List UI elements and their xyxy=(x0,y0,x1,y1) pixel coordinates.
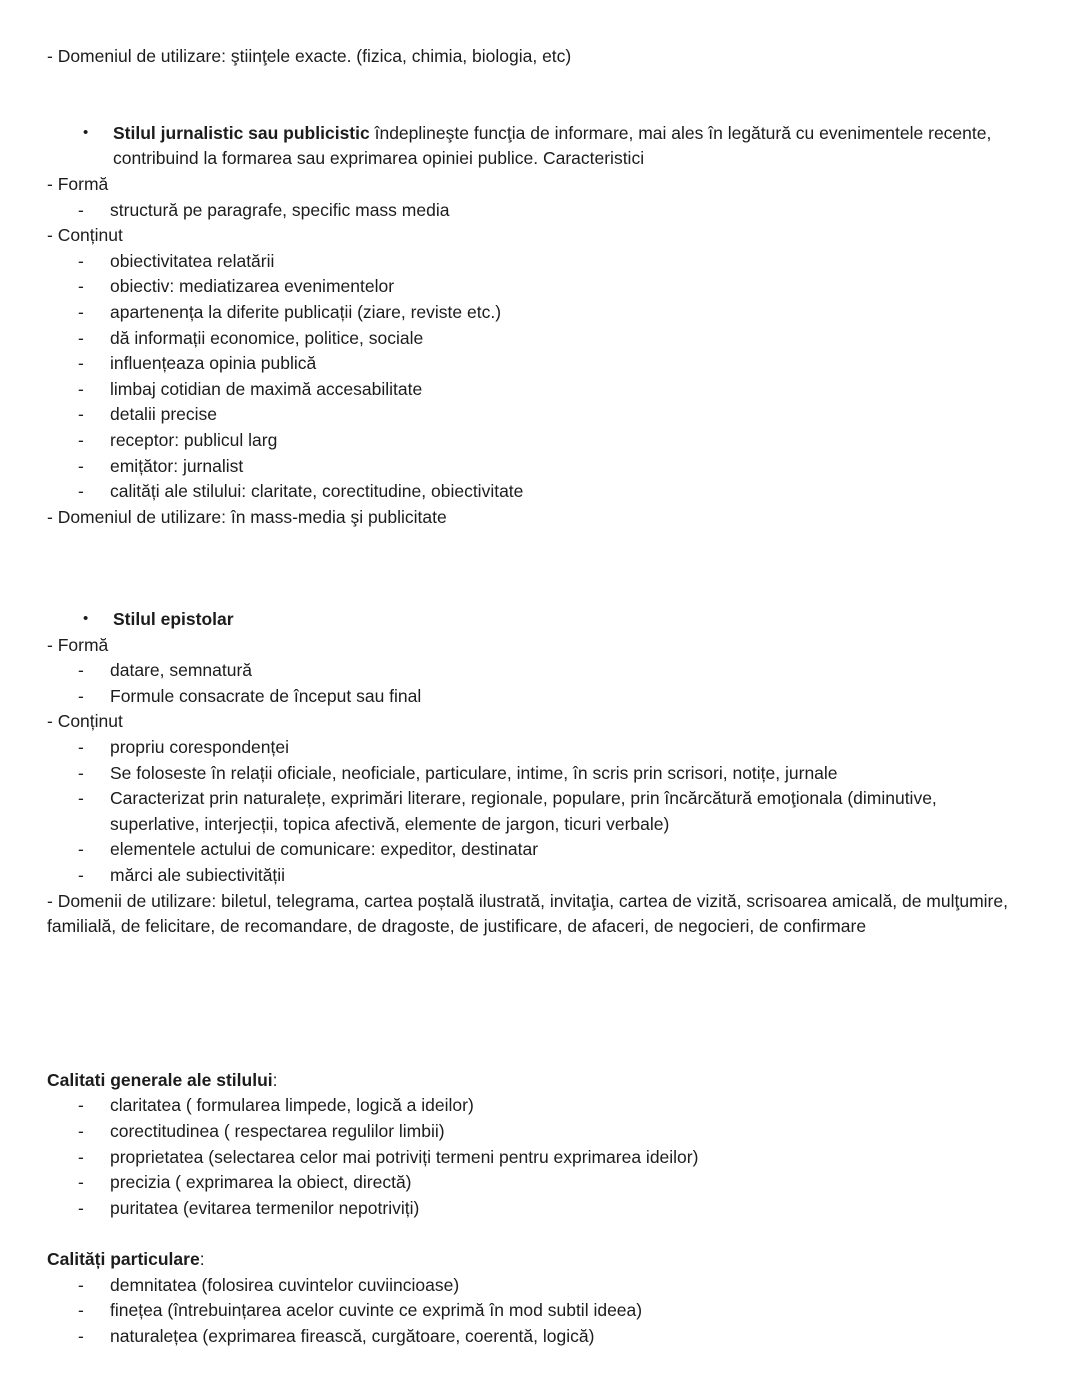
list-item-label: Formule consacrate de început sau final xyxy=(110,685,422,706)
document-body xyxy=(47,44,1020,1349)
dash-icon: - xyxy=(78,1274,84,1295)
list-item xyxy=(47,377,1020,403)
list-item xyxy=(47,351,1020,377)
dash-icon: - xyxy=(78,788,84,809)
list-item-label: Caracterizat prin naturalețe, exprimări literare, regionale, populare, prin încărcătură emoţionala (diminutive, superlative, interjecții, topica afectivă, elemente de jargon, ticuri verbale) xyxy=(110,788,937,834)
list-item-label: receptor: publicul larg xyxy=(110,429,278,450)
calitati-generale-heading xyxy=(47,1068,1020,1094)
dash-icon: - xyxy=(78,839,84,860)
list-item xyxy=(47,198,1020,224)
spacer xyxy=(47,940,1020,1068)
dash-icon: - xyxy=(78,865,84,886)
list-item-label: structură pe paragrafe, specific mass media xyxy=(110,199,450,220)
list-item xyxy=(47,761,1020,787)
list-item xyxy=(47,300,1020,326)
dash-icon: - xyxy=(78,353,84,374)
dash-icon: - xyxy=(78,327,84,348)
list-item-label: detalii precise xyxy=(110,404,217,425)
list-item xyxy=(47,454,1020,480)
section-title: Stilul epistolar xyxy=(113,609,234,630)
list-item-label: calități ale stilului: claritate, corectitudine, obiectivitate xyxy=(110,481,524,502)
list-item-label: obiectiv: mediatizarea evenimentelor xyxy=(110,276,395,297)
dash-icon: - xyxy=(78,1325,84,1346)
section-title-rest: îndeplineşte funcţia de informare, mai ales în legătură cu evenimentele recente, contribuind la formarea sau exprimarea opiniei publice. Caracteristici xyxy=(113,122,992,169)
domenii-utilizare-paragraph: - Domenii de utilizare: biletul, telegrama, cartea poștală ilustrată, invitaţia, cartea de vizită, scrisoarea amicală, de mulţumire, familială, de felicitare, de recomandare, de dragoste, de justificare, de afaceri, de negocieri, de confirmare xyxy=(47,890,1008,937)
list-item-label: limbaj cotidian de maximă accesabilitate xyxy=(110,378,423,399)
list-item-label: Se foloseste în relații oficiale, neoficiale, particulare, intime, în scris prin scrisori, notițe, jurnale xyxy=(110,762,838,783)
calitati-particulare-heading-label: Calități particulare xyxy=(47,1248,200,1269)
forma-label: - Formă xyxy=(47,173,109,194)
intro-line: - Domeniul de utilizare: ştiinţele exacte. (fizica, chimia, biologia, etc) xyxy=(47,46,572,66)
list-item xyxy=(47,837,1020,863)
list-item xyxy=(47,402,1020,428)
list-item-label: proprietatea (selectarea celor mai potriviți termeni pentru exprimarea ideilor) xyxy=(110,1146,699,1167)
list-item xyxy=(47,274,1020,300)
calitati-particulare-heading-colon: : xyxy=(199,1248,205,1269)
dash-icon: - xyxy=(78,1095,84,1116)
list-item-label: apartenența la diferite publicații (ziare, reviste etc.) xyxy=(110,301,502,322)
dash-icon: - xyxy=(78,481,84,502)
list-item xyxy=(47,735,1020,761)
dash-icon: - xyxy=(78,660,84,681)
list-item xyxy=(47,684,1020,710)
dash-icon: - xyxy=(78,1172,84,1193)
forma-label: - Formă xyxy=(47,634,109,655)
spacer xyxy=(47,1221,1020,1247)
list-item xyxy=(47,1145,1020,1171)
list-item-label: corectitudinea ( respectarea regulilor limbii) xyxy=(110,1120,445,1141)
dash-icon: - xyxy=(78,404,84,425)
calitati-generale-heading-colon: : xyxy=(272,1069,278,1090)
domeniu-utilizare-line: - Domeniul de utilizare: în mass-media şi publicitate xyxy=(47,506,447,527)
dash-icon: - xyxy=(78,1146,84,1167)
list-item-label: demnitatea (folosirea cuvintelor cuviincioase) xyxy=(110,1274,460,1295)
list-item xyxy=(47,1119,1020,1145)
list-item xyxy=(47,326,1020,352)
list-item xyxy=(47,786,1020,837)
calitati-particulare-heading xyxy=(47,1247,1020,1273)
list-item-label: dă informații economice, politice, sociale xyxy=(110,327,424,348)
calitati-generale-heading-label: Calitati generale ale stilului xyxy=(47,1069,273,1090)
dash-icon: - xyxy=(78,250,84,271)
list-item-label: elementele actului de comunicare: expeditor, destinatar xyxy=(110,839,539,860)
list-item-label: puritatea (evitarea termenilor nepotriviți) xyxy=(110,1197,420,1218)
section-heading-stilul-epistolar xyxy=(47,607,1020,633)
dash-icon: - xyxy=(78,1300,84,1321)
list-item xyxy=(47,479,1020,505)
dash-icon: - xyxy=(78,199,84,220)
dash-icon: - xyxy=(78,1197,84,1218)
list-item xyxy=(47,1273,1020,1299)
list-item xyxy=(47,658,1020,684)
continut-label: - Conținut xyxy=(47,225,123,246)
dash-icon: - xyxy=(78,276,84,297)
list-item-label: datare, semnatură xyxy=(110,660,253,681)
list-item xyxy=(47,1170,1020,1196)
list-item xyxy=(47,1093,1020,1119)
spacer xyxy=(47,530,1020,607)
dash-icon: - xyxy=(78,737,84,758)
bullet-icon: • xyxy=(83,123,89,141)
dash-icon: - xyxy=(78,378,84,399)
bullet-icon: • xyxy=(83,610,89,628)
list-item xyxy=(47,428,1020,454)
section-title: Stilul jurnalistic sau publicistic xyxy=(113,122,370,143)
dash-icon: - xyxy=(78,455,84,476)
list-item xyxy=(47,863,1020,889)
list-item-label: influențeaza opinia publică xyxy=(110,353,317,374)
continut-label: - Conținut xyxy=(47,711,123,732)
list-item-label: mărci ale subiectivității xyxy=(110,865,286,886)
dash-icon: - xyxy=(78,685,84,706)
dash-icon: - xyxy=(78,1120,84,1141)
list-item xyxy=(47,1196,1020,1222)
list-item-label: naturalețea (exprimarea firească, curgătoare, coerentă, logică) xyxy=(110,1325,595,1346)
list-item xyxy=(47,1298,1020,1324)
list-item-label: precizia ( exprimarea la obiect, directă) xyxy=(110,1172,412,1193)
dash-icon: - xyxy=(78,429,84,450)
dash-icon: - xyxy=(78,762,84,783)
list-item-label: emițător: jurnalist xyxy=(110,455,244,476)
list-item-label: finețea (întrebuințarea acelor cuvinte ce exprimă în mod subtil ideea) xyxy=(110,1300,643,1321)
list-item-label: propriu corespondenței xyxy=(110,737,290,758)
spacer xyxy=(47,70,1020,121)
list-item xyxy=(47,249,1020,275)
list-item xyxy=(47,1324,1020,1350)
section-heading-stilul-jurnalistic xyxy=(47,121,1020,172)
list-item-label: obiectivitatea relatării xyxy=(110,250,275,271)
dash-icon: - xyxy=(78,301,84,322)
list-item-label: claritatea ( formularea limpede, logică a ideilor) xyxy=(110,1095,474,1116)
